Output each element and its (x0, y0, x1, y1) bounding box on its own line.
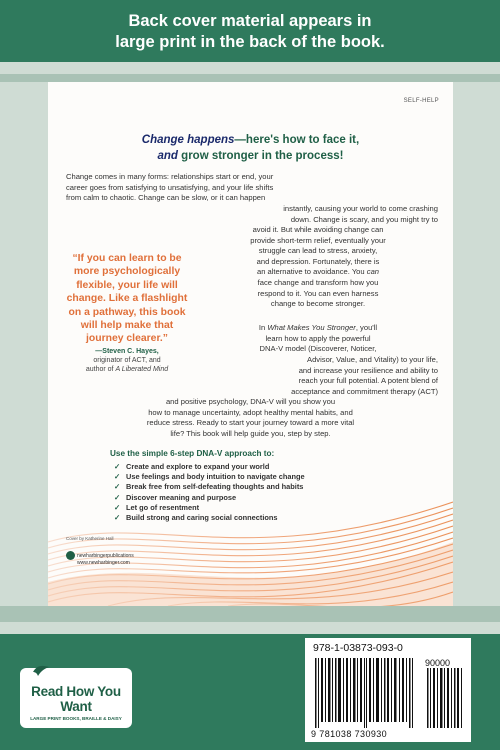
check-icon: ✓ (114, 482, 121, 492)
isbn-addon: 90000 (425, 658, 451, 668)
p1-line-5: down. Change is scary, and you might try to (290, 214, 438, 224)
p2-line-1 (198, 323, 438, 334)
tagline-and: and (157, 150, 178, 162)
p1-line-10-text: an alternative to avoidance. You (256, 267, 365, 277)
read-how-you-want-logo (20, 668, 132, 728)
check-icon: ✓ (114, 492, 121, 502)
barcode-icon (315, 658, 465, 728)
step-text: Let go of resentment (126, 502, 200, 512)
quote-author-book: A Liberated Mind (115, 366, 169, 373)
step-text: Build strong and caring social connections (126, 513, 278, 523)
list-item (114, 472, 305, 482)
endorsement-quote: “If you can learn to be more psychologically flexible, your life will change. Like a flashlight on a pathway, this book will help make that journey clearer.” (66, 253, 188, 345)
paragraph-1-bottom (198, 225, 438, 310)
p1-line-12: respond to it. You can even harness (257, 288, 379, 298)
tagline-line-1 (48, 132, 453, 148)
stripe-top-light (0, 62, 500, 74)
step-text: Discover meaning and purpose (126, 492, 237, 502)
bird-icon (32, 663, 50, 677)
check-icon: ✓ (114, 472, 121, 482)
p2-line-3: DNA-V model (Discoverer, Noticer, (259, 344, 377, 354)
p1-line-2: career goes from satisfying to unsatisfying, and your life shifts (66, 182, 274, 192)
publisher-name: newharbingerpublications (77, 552, 134, 559)
p2-line-8: and positive psychology, DNA-V will you show you (165, 397, 336, 406)
barcode-digits: 9 781038 730930 (311, 729, 388, 739)
banner-line-1: Back cover material appears in (128, 12, 372, 30)
tagline (48, 132, 453, 164)
p1-line-10 (198, 267, 438, 278)
paragraph-2-bottom (78, 397, 423, 439)
tagline-line-2 (48, 148, 453, 164)
quote-author-role: originator of ACT, and (93, 357, 161, 364)
p2-in: In (258, 323, 266, 332)
stripe-bottom-light (0, 622, 500, 634)
p1-can: can (366, 267, 380, 277)
banner (0, 0, 500, 62)
p1-line-11: face change and transform how you (257, 277, 379, 287)
paragraph-1-top (66, 172, 436, 204)
p1-line-13: change to become stronger. (270, 299, 366, 309)
stripe-bottom-mid (0, 606, 500, 622)
paragraph-2-mid (158, 355, 438, 397)
paragraph-2-top (198, 323, 438, 355)
p2-line-9: how to manage uncertainty, adopt healthy mental habits, and (148, 407, 353, 417)
stripe-top-mid (0, 74, 500, 82)
cover-credit: Cover by Katherine Hall (66, 536, 114, 541)
category-label: SELF-HELP (403, 98, 439, 104)
steps-title: Use the simple 6-step DNA-V approach to: (110, 449, 275, 458)
p1-line-8: struggle can lead to stress, anxiety, (258, 246, 378, 256)
p1-line-9: and depression. Fortunately, there is (256, 256, 380, 266)
p2-line-5: and increase your resilience and ability to (298, 365, 438, 375)
publisher-logo-icon (66, 551, 75, 560)
tagline-highlight: Change happens (141, 134, 235, 146)
p2-line-4: Advisor, Value, and Vitality) to your life, (307, 355, 438, 364)
tagline-rest-2: grow stronger in the process! (181, 150, 344, 162)
quote-author-of: author of (85, 366, 114, 373)
steps-list (114, 462, 305, 523)
p2-book-title: What Makes You Stronger (267, 323, 356, 332)
banner-line-2: large print in the back of the book. (115, 33, 385, 51)
p2-line-7: acceptance and commitment therapy (ACT) (291, 386, 438, 396)
isbn-text: 978-1-03873-093-0 (313, 642, 403, 654)
p1-line-1: Change comes in many forms: relationships start or end, your (66, 172, 274, 181)
check-icon: ✓ (114, 502, 121, 512)
back-cover (48, 82, 453, 606)
isbn-barcode-box (305, 638, 471, 742)
check-icon: ✓ (114, 513, 121, 523)
publisher (66, 551, 134, 567)
step-text: Break free from self-defeating thoughts and habits (126, 482, 304, 492)
list-item (114, 482, 305, 492)
p2-line-2: learn how to apply the powerful (265, 333, 371, 343)
paragraph-1-mid (126, 204, 438, 225)
p1-line-7: provide short-term relief, eventually your (250, 235, 386, 245)
p2-line-6: reach your full potential. A potent blend of (298, 376, 438, 386)
check-icon: ✓ (114, 462, 121, 471)
step-text: Create and explore to expand your world (126, 462, 270, 471)
logo-subtitle: LARGE PRINT BOOKS, BRAILLE & DAISY (30, 716, 122, 721)
p1-line-4: instantly, causing your world to come crashing (283, 204, 438, 213)
list-item (114, 462, 305, 472)
list-item (114, 493, 305, 503)
publisher-url: www.newharbinger.com (77, 560, 130, 566)
p2-line-11: life? This book will help guide you, step by step. (170, 428, 331, 438)
list-item (114, 503, 305, 513)
p2-line-10: reduce stress. Ready to start your journey toward a more vital (146, 418, 355, 428)
p1-line-6: avoid it. But while avoiding change can (252, 225, 384, 234)
logo-name: Read How You Want (31, 684, 121, 714)
list-item (114, 513, 305, 523)
quote-author-name: —Steven C. Hayes, (95, 348, 159, 355)
p2-youll: , you'll (355, 323, 378, 332)
tagline-rest-1: —here's how to face it, (234, 134, 360, 146)
step-text: Use feelings and body intuition to navigate change (126, 472, 305, 482)
p1-line-3: from calm to chaotic. Change can be slow, or it can happen (66, 193, 266, 203)
